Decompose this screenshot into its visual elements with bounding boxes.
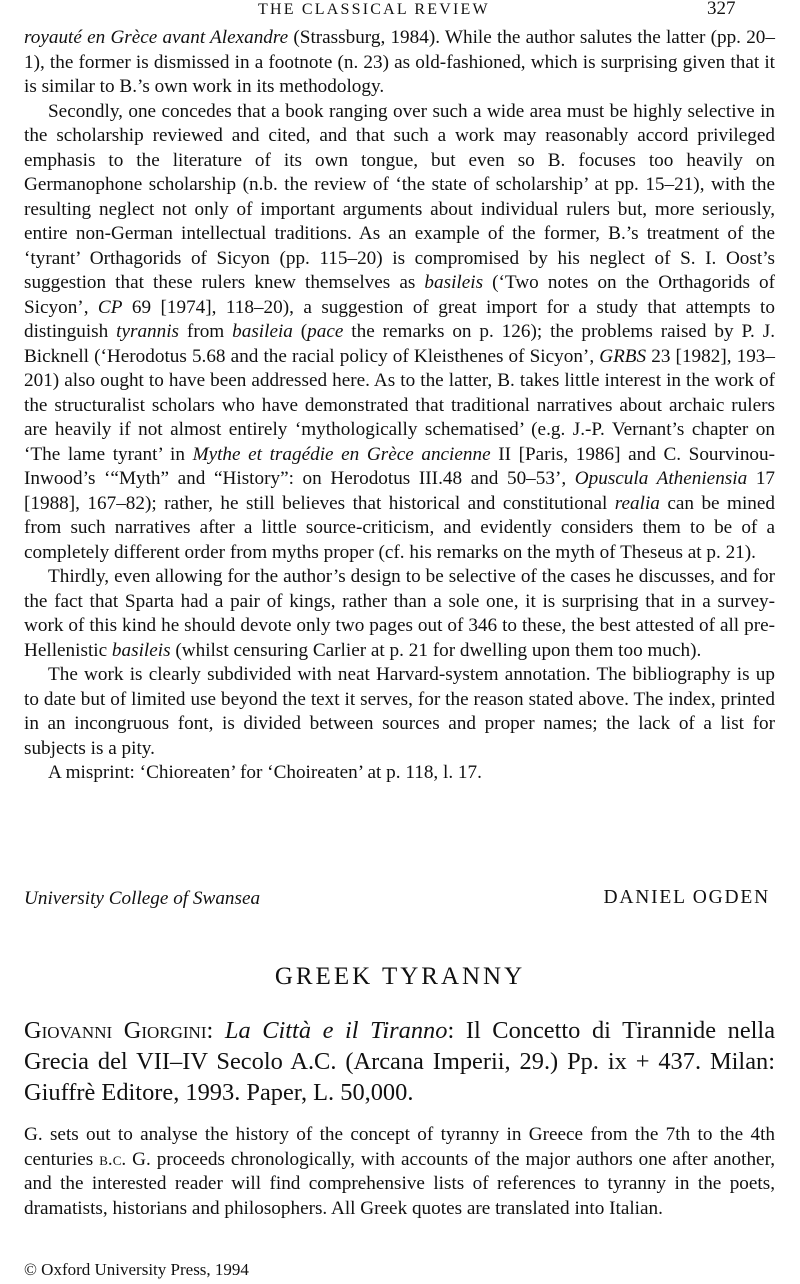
summary-text: G. sets out to analyse the history of the concept of tyranny in Greece from the 7th to the 4th centuries b.c. G. proceeds chronologically, with accounts of the major authors one after another, and the interested reader will find comprehensive lists of references to tyranny in the poets, dramatists, historians and philosophers. All Greek quotes are translated into Italian.	[24, 1124, 775, 1219]
book-citation-text: Giovanni Giorgini: La Città e il Tiranno: Il Concetto di Tirannide nella Grecia del VII–IV Secolo A.C. (Arcana Imperii, 29.) Pp. ix + 437. Milan: Giuffrè Editore, 1993. Paper, L. 50,000.	[24, 1017, 776, 1106]
review-body	[24, 26, 775, 786]
running-title: THE CLASSICAL REVIEW	[258, 1, 490, 18]
page-number: 327	[707, 0, 736, 19]
copyright-notice: © Oxford University Press, 1994	[24, 1260, 249, 1279]
paragraph-annotation: The work is clearly subdivided with neat Harvard-system annotation. The bibliography is up to date but of limited use beyond the text it serves, for the reason stated above. The index, printed in an incongruous font, is divided between sources and proper names; the lack of a list for subjects is a pity.	[24, 664, 775, 759]
paragraph-secondly: Secondly, one concedes that a book ranging over such a wide area must be highly selective in the scholarship reviewed and cited, and that such a work may reasonably accord privileged emphasis to the literature of its own tongue, but even so B. focuses too heavily on Germanophone scholarship (n.b. the review of ‘the state of scholarship’ at pp. 15–21), with the resulting neglect not only of important arguments about individual rulers but, more seriously, entire non-German intellectual traditions. As an example of the former, B.’s treatment of the ‘tyrant’ Orthagorids of Sicyon (pp. 115–20) is compromised by his neglect of S. I. Oost’s suggestion that these rulers knew themselves as basileis (‘Two notes on the Orthagorids of Sicyon’, CP 69 [1974], 118–20), a suggestion of great import for a study that attempts to distinguish tyrannis from basileia (pace the remarks on p. 126); the problems raised by P. J. Bicknell (‘Herodotus 5.68 and the racial policy of Kleisthenes of Sicyon’, GRBS 23 [1982], 193–201) also ought to have been addressed here. As to the latter, B. takes little interest in the work of the structuralist scholars who have demonstrated that traditional narratives about archaic rulers are heavily if not almost entirely ‘mythologically schematised’ (e.g. J.-P. Vernant’s chapter on ‘The lame tyrant’ in Mythe et tragédie en Grèce ancienne II [Paris, 1986] and C. Sourvinou-Inwood’s ‘“Myth” and “History”: on Herodotus III.48 and 50–53’, Opuscula Atheniensia 17 [1988], 167–82); rather, he still believes that historical and constitutional realia can be mined from such narratives after a little source-criticism, and evidently considers them to be of a completely different order from myths proper (cf. his remarks on the myth of Theseus at p. 21).	[24, 100, 776, 563]
section-title: GREEK TYRANNY	[274, 963, 526, 990]
reviewer-name: DANIEL OGDEN	[603, 887, 770, 908]
review-summary	[24, 1123, 775, 1221]
reviewer-affiliation: University College of Swansea	[24, 888, 261, 909]
book-citation	[24, 1015, 775, 1108]
running-head	[0, 0, 800, 22]
paragraph-misprint: A misprint: ‘Chioreaten’ for ‘Choireaten’ at p. 118, l. 17.	[48, 762, 482, 783]
paragraph-continuation: royauté en Grèce avant Alexandre (Strassburg, 1984). While the author salutes the latter (pp. 20–1), the former is dismissed in a footnote (n. 23) as old-fashioned, which is surprising given that it is similar to B.’s own work in its methodology.	[24, 27, 775, 97]
paragraph-thirdly: Thirdly, even allowing for the author’s design to be selective of the cases he discusses, and for the fact that Sparta had a pair of kings, rather than a sole one, it is surprising that in a survey-work of this kind he should devote only two pages out of 346 to these, the best attested of all pre-Hellenistic basileis (whilst censuring Carlier at p. 21 for dwelling upon them too much).	[24, 566, 775, 661]
review-signature	[24, 888, 775, 914]
